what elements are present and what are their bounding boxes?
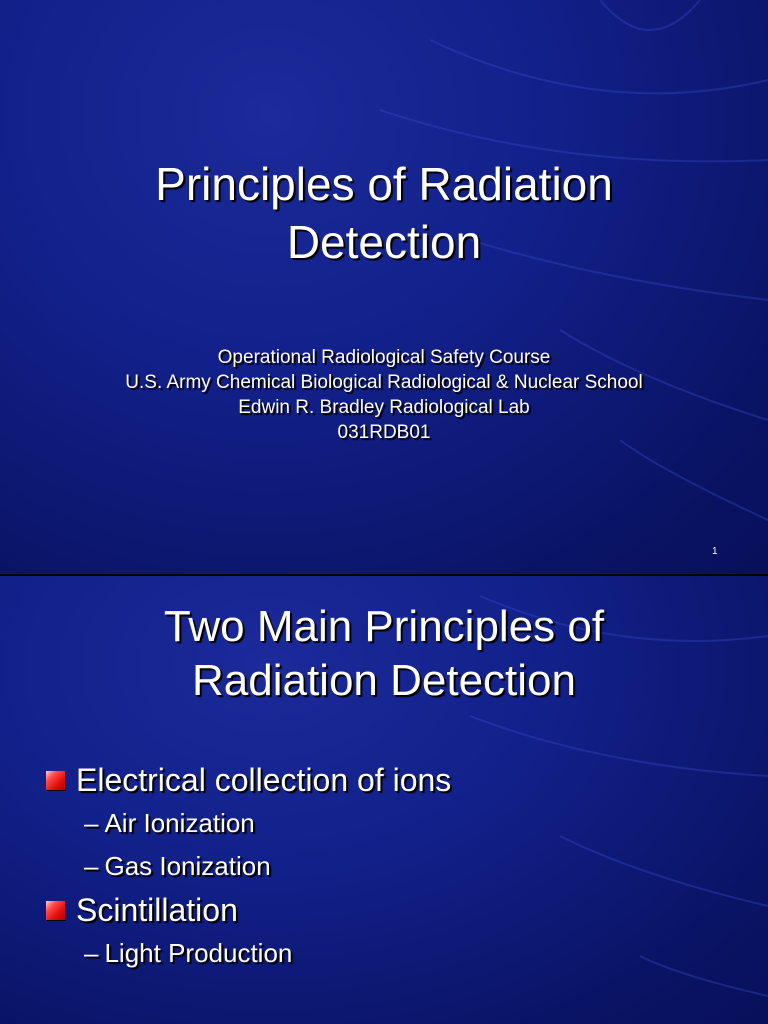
dash-icon: – bbox=[84, 808, 99, 838]
slide-2-title-line-1: Two Main Principles of bbox=[163, 602, 605, 651]
bullet-text: Scintillation bbox=[76, 892, 238, 928]
sub-bullet-item bbox=[46, 934, 746, 972]
subtitle-line-school: U.S. Army Chemical Biological Radiological & Nuclear School bbox=[125, 372, 643, 393]
bullet-list bbox=[46, 760, 746, 977]
subtitle-line-lab: Edwin R. Bradley Radiological Lab bbox=[238, 397, 530, 418]
sub-bullet-text: Air Ionization bbox=[104, 808, 255, 838]
slide-1-title-line-2: Detection bbox=[286, 216, 482, 268]
sub-bullet-text: Gas Ionization bbox=[104, 851, 271, 881]
bullet-item bbox=[46, 760, 746, 800]
slide-2-title bbox=[0, 600, 768, 708]
square-bullet-icon bbox=[46, 901, 65, 920]
sub-bullet-item bbox=[46, 847, 746, 885]
dash-icon: – bbox=[84, 851, 99, 881]
slide-1-title-line-1: Principles of Radiation bbox=[155, 158, 613, 210]
bullet-item bbox=[46, 890, 746, 930]
bullet-text: Electrical collection of ions bbox=[76, 762, 452, 798]
square-bullet-icon bbox=[46, 771, 65, 790]
slide-1-title bbox=[0, 155, 768, 271]
slide-2 bbox=[0, 576, 768, 1024]
slide-1-subtitle bbox=[0, 345, 768, 445]
dash-icon: – bbox=[84, 938, 99, 968]
subtitle-line-code: 031RDB01 bbox=[337, 422, 431, 443]
sub-bullet-item bbox=[46, 804, 746, 842]
subtitle-line-course: Operational Radiological Safety Course bbox=[217, 347, 551, 368]
sub-bullet-text: Light Production bbox=[104, 938, 293, 968]
slide-2-title-line-2: Radiation Detection bbox=[191, 656, 576, 705]
page-number: 1 bbox=[712, 546, 718, 557]
